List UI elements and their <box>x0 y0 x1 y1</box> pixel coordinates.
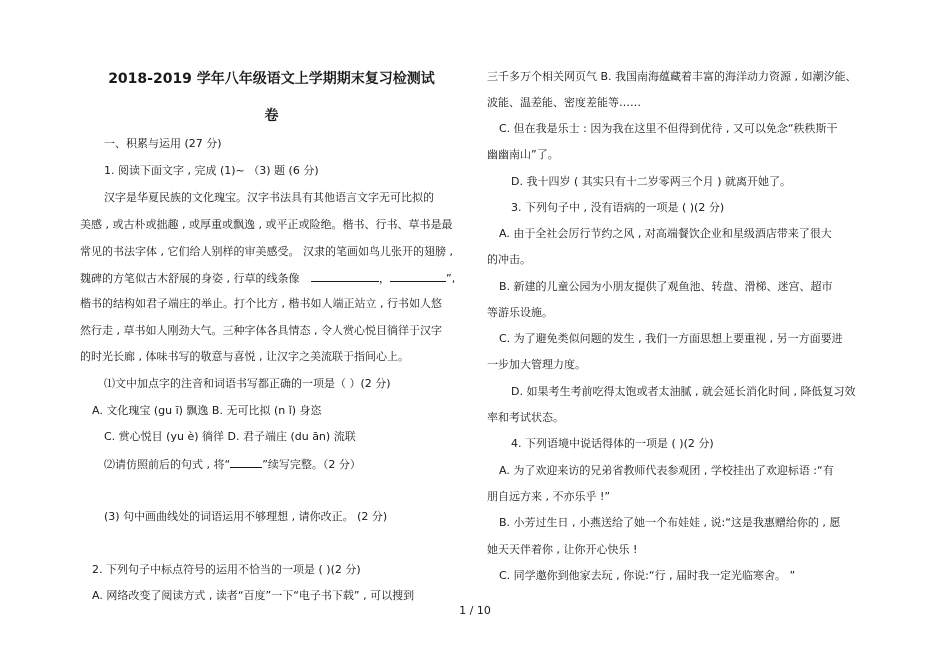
fill-blank-2 <box>390 271 446 282</box>
option-line: 一步加大管理力度。 <box>487 358 586 371</box>
page-number: 1 / 10 <box>459 604 491 617</box>
subquestion-1: ⑴文中加点字的注音和词语书写都正确的一项是（ ）(2 分) <box>104 377 391 390</box>
passage-line: 常见的书法字体 , 它们给人别样的审美感受。 汉隶的笔画如鸟儿张开的翅膀 , <box>80 245 453 258</box>
option-line: D. 我十四岁 ( 其实只有十二岁零两三个月 ) 就离开她了。 <box>511 175 792 188</box>
option-cd: C. 赏心悦目 (yu è) 徜徉 D. 君子端庄 (du ān) 流联 <box>104 430 356 443</box>
passage-line: 然行走 , 草书如人刚劲大气。三种字体各具情态 , 令人赏心悦目徜徉于汉字 <box>80 324 442 337</box>
passage-line: 汉字是华夏民族的文化瑰宝。汉字书法具有其他语言文字无可比拟的 <box>104 191 434 204</box>
document-title-continued: 卷 <box>264 108 279 124</box>
option-line: 朋自远方来 , 不亦乐乎 !” <box>487 490 611 503</box>
option-line: 的冲击。 <box>487 253 531 266</box>
option-line: B. 小芳过生日 , 小燕送给了她一个布娃娃 , 说:“这是我惠赠给你的 , 愿 <box>499 516 841 529</box>
option-line: 波能、温差能、密度差能等…… <box>487 96 641 109</box>
option-line: C. 为了避免类似问题的发生 , 我们一方面思想上要重视 , 另一方面要进 <box>499 332 843 345</box>
passage-line: 楷书的结构如君子端庄的举止。打个比方 , 楷书如人端正站立 , 行书如人悠 <box>80 297 442 310</box>
passage-line: 美感 , 或古朴或拙趣 , 或厚重或飘逸 , 或平正或险绝。楷书、行书、草书是最 <box>80 218 453 231</box>
question-1-prompt: 1. 阅读下面文字 , 完成 (1)~ （3) 题 (6 分) <box>104 164 319 177</box>
option-line: B. 新建的儿童公园为小朋友提供了观鱼池、转盘、滑梯、迷宫、超市 <box>499 280 833 293</box>
question-4-prompt: 4. 下列语境中说话得体的一项是 ( )(2 分) <box>511 437 714 450</box>
option-line: 三千多万个相关网页气 B. 我国南海蕴藏着丰富的海洋动力资源 , 如潮汐能、 <box>487 70 857 83</box>
fill-blank-3 <box>230 457 262 468</box>
option-line: 幽幽南山”了。 <box>487 148 559 161</box>
section-heading: 一、积累与运用 (27 分) <box>104 137 222 150</box>
option-ab: A. 文化瑰宝 (gu ī) 飘逸 B. 无可比拟 (n ǐ) 身恣 <box>92 404 322 417</box>
left-column <box>80 0 463 600</box>
question-2-option-a: A. 网络改变了阅读方式 , 读者“百度”一下“电子书下载” , 可以搜到 <box>92 589 415 602</box>
option-line: D. 如果考生考前吃得太饱或者太油腻 , 就会延长消化时间 , 降低复习效 <box>511 385 856 398</box>
option-line: 率和考试状态。 <box>487 411 564 424</box>
subquestion-3: (3) 句中画曲线处的词语运用不够理想 , 请你改正。 (2 分) <box>104 510 388 523</box>
document-title: 2018-2019 学年八年级语文上学期期末复习检测试 <box>108 71 435 87</box>
question-3-prompt: 3. 下列句子中 , 没有语病的一项是 ( )(2 分) <box>511 201 725 214</box>
option-line: C. 同学邀你到他家去玩 , 你说:“行 , 届时我一定光临寒舍。 ” <box>499 569 796 582</box>
option-line: A. 由于全社会厉行节约之风 , 对高端餐饮企业和星级酒店带来了很大 <box>499 227 832 240</box>
right-column <box>487 0 872 600</box>
question-2-prompt: 2. 下列句子中标点符号的运用不恰当的一项是 ( )(2 分) <box>92 563 361 576</box>
passage-line: 的时光长廊 , 体味书写的敬意与喜悦 , 让汉字之美流联于指间心上。 <box>80 350 409 363</box>
subquestion-2: ⑵请仿照前后的句式 , 将“ ”续写完整。（2 分） <box>104 458 361 471</box>
option-line: A. 为了欢迎来访的兄弟省教师代表参观团 , 学校挂出了欢迎标语 :“有 <box>499 464 834 477</box>
option-line: C. 但在我是乐士 : 因为我在这里不但得到优待 , 又可以免念“秩秩斯干 <box>499 122 838 135</box>
option-line: 等游乐设施。 <box>487 306 553 319</box>
fill-blank-1 <box>311 271 379 282</box>
option-line: 她天天伴着你 , 让你开心快乐 ! <box>487 543 638 556</box>
passage-line-with-blanks: 魏碑的方笔似古木舒展的身姿 , 行草的线条像 ， ”, <box>80 272 456 285</box>
